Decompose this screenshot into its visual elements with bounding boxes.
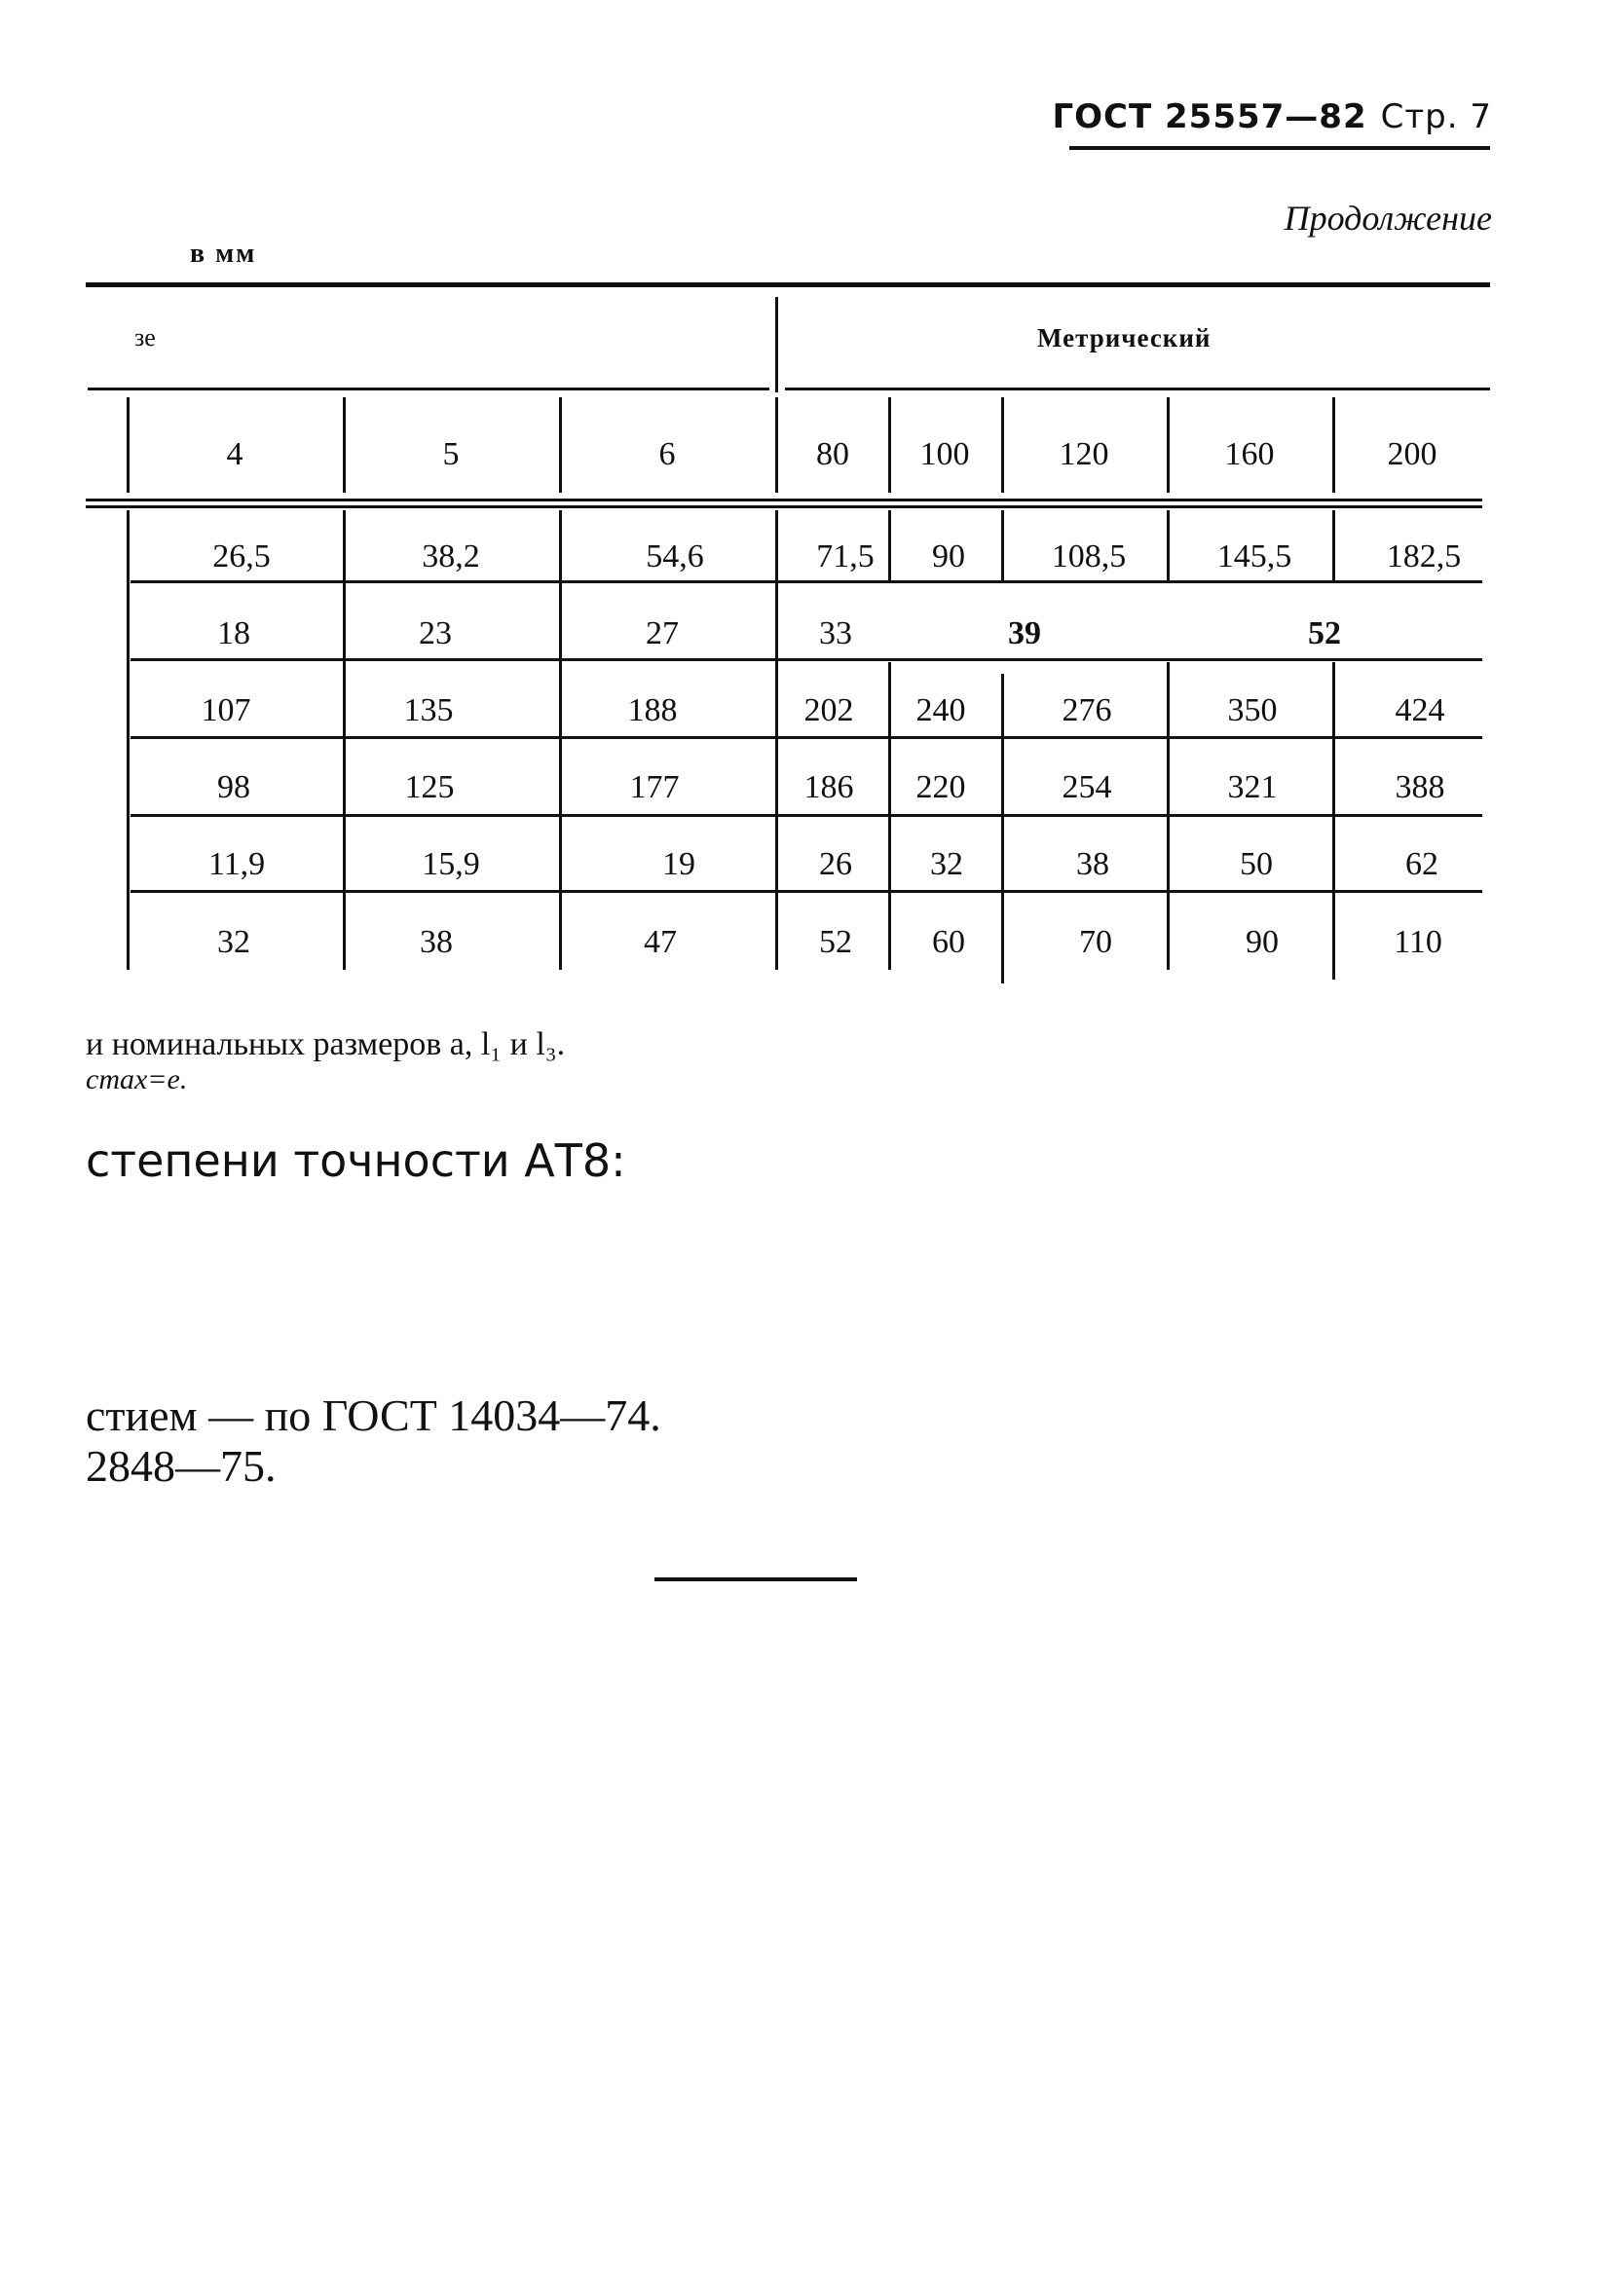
table-cell: 424	[1395, 692, 1445, 728]
paragraph-line: 2848—75.	[86, 1441, 277, 1491]
group-header-left: зе	[134, 323, 156, 352]
table-cell: 23	[419, 615, 452, 651]
table-divider	[775, 510, 778, 970]
table-cell: 26,5	[212, 538, 271, 574]
table-divider	[1167, 397, 1170, 493]
table-cell: 202	[803, 692, 854, 728]
body-paragraph	[86, 1390, 661, 1492]
paragraph-line: стием — по ГОСТ 14034—74.	[86, 1390, 661, 1440]
table-cell: 125	[404, 769, 455, 805]
table-cell: 220	[915, 769, 966, 805]
table-divider	[559, 397, 562, 493]
table-divider	[127, 397, 130, 493]
note-line: cmax=e.	[86, 1063, 188, 1095]
table-cell: 110	[1394, 924, 1442, 960]
table-cell: 52	[819, 924, 852, 960]
table-cell: 188	[627, 692, 678, 728]
table-divider	[1001, 510, 1004, 582]
table-divider	[888, 397, 891, 493]
standard-number: ГОСТ 25557—82	[1052, 97, 1367, 136]
table-cell: 38	[1076, 846, 1109, 882]
table-cell: 98	[217, 769, 250, 805]
table-cell: 15,9	[422, 846, 480, 882]
column-header: 200	[1387, 436, 1437, 472]
table-cell: 60	[932, 924, 965, 960]
table-cell: 90	[1246, 924, 1279, 960]
table-cell: 71,5	[816, 538, 875, 574]
table-cell: 19	[662, 846, 695, 882]
row-rule	[131, 658, 1482, 661]
table-cell: 350	[1227, 692, 1278, 728]
table-divider	[888, 510, 891, 582]
table-cell: 177	[629, 769, 680, 805]
column-header: 80	[816, 436, 849, 472]
table-cell-merged: 52	[1308, 615, 1341, 651]
table-cell: 108,5	[1051, 538, 1127, 574]
table-cell: 62	[1405, 846, 1438, 882]
table-divider	[127, 510, 130, 970]
table-divider	[1001, 397, 1004, 493]
table-cell: 18	[217, 615, 250, 651]
table-cell: 107	[201, 692, 251, 728]
header-double-rule-top	[86, 499, 1482, 501]
table-cell: 54,6	[646, 538, 704, 574]
table-cell: 33	[819, 615, 852, 651]
table-top-rule	[86, 282, 1490, 287]
continuation-label: Продолжение	[1284, 199, 1492, 238]
document-header	[1052, 97, 1492, 136]
group-header-rule-right	[785, 388, 1490, 390]
table-cell: 38,2	[422, 538, 480, 574]
table-cell: 182,5	[1386, 538, 1462, 574]
table-cell: 240	[915, 692, 966, 728]
table-cell-merged: 39	[1008, 615, 1041, 651]
row-rule	[131, 890, 1482, 893]
table-cell: 70	[1079, 924, 1112, 960]
table-cell: 11,9	[207, 846, 266, 882]
table-cell: 47	[644, 924, 677, 960]
group-header-metric: Метрический	[1037, 323, 1212, 352]
table-cell: 276	[1062, 692, 1112, 728]
table-cell: 32	[217, 924, 250, 960]
table-cell: 186	[803, 769, 854, 805]
table-divider	[775, 297, 778, 392]
header-double-rule-bottom	[86, 505, 1482, 508]
table-cell: 38	[420, 924, 453, 960]
table-divider	[343, 397, 346, 493]
row-rule	[131, 814, 1482, 817]
table-cell: 27	[646, 615, 679, 651]
table-cell: 50	[1240, 846, 1273, 882]
table-divider	[559, 510, 562, 970]
table-cell: 32	[930, 846, 963, 882]
table-divider	[1332, 397, 1335, 493]
table-divider	[1332, 662, 1335, 980]
table-divider	[1332, 510, 1335, 582]
column-header: 120	[1059, 436, 1109, 472]
table-divider	[343, 510, 346, 970]
header-underline	[1069, 146, 1490, 150]
table-notes	[86, 1027, 565, 1097]
column-header: 160	[1224, 436, 1275, 472]
table-cell: 90	[932, 538, 965, 574]
column-header: 6	[658, 436, 676, 472]
column-header: 5	[442, 436, 460, 472]
table-divider	[775, 397, 778, 493]
page-number: Стр. 7	[1380, 97, 1492, 136]
column-header: 4	[226, 436, 243, 472]
table-cell: 145,5	[1216, 538, 1292, 574]
table-divider	[1167, 510, 1170, 582]
body-paragraph: степени точности АТ8:	[86, 1134, 626, 1187]
row-rule	[131, 736, 1482, 739]
units-label: в мм	[190, 239, 257, 269]
row-rule	[131, 580, 1482, 583]
column-header: 100	[919, 436, 970, 472]
table-cell: 254	[1062, 769, 1112, 805]
table-cell: 321	[1227, 769, 1278, 805]
table-divider	[1001, 674, 1004, 983]
end-rule	[654, 1577, 857, 1581]
table-cell: 135	[403, 692, 454, 728]
note-line: и номинальных размеров a, l₁ и l₃.	[86, 1026, 566, 1062]
table-cell: 388	[1395, 769, 1445, 805]
group-header-rule-left	[88, 388, 769, 390]
table-cell: 26	[819, 846, 852, 882]
